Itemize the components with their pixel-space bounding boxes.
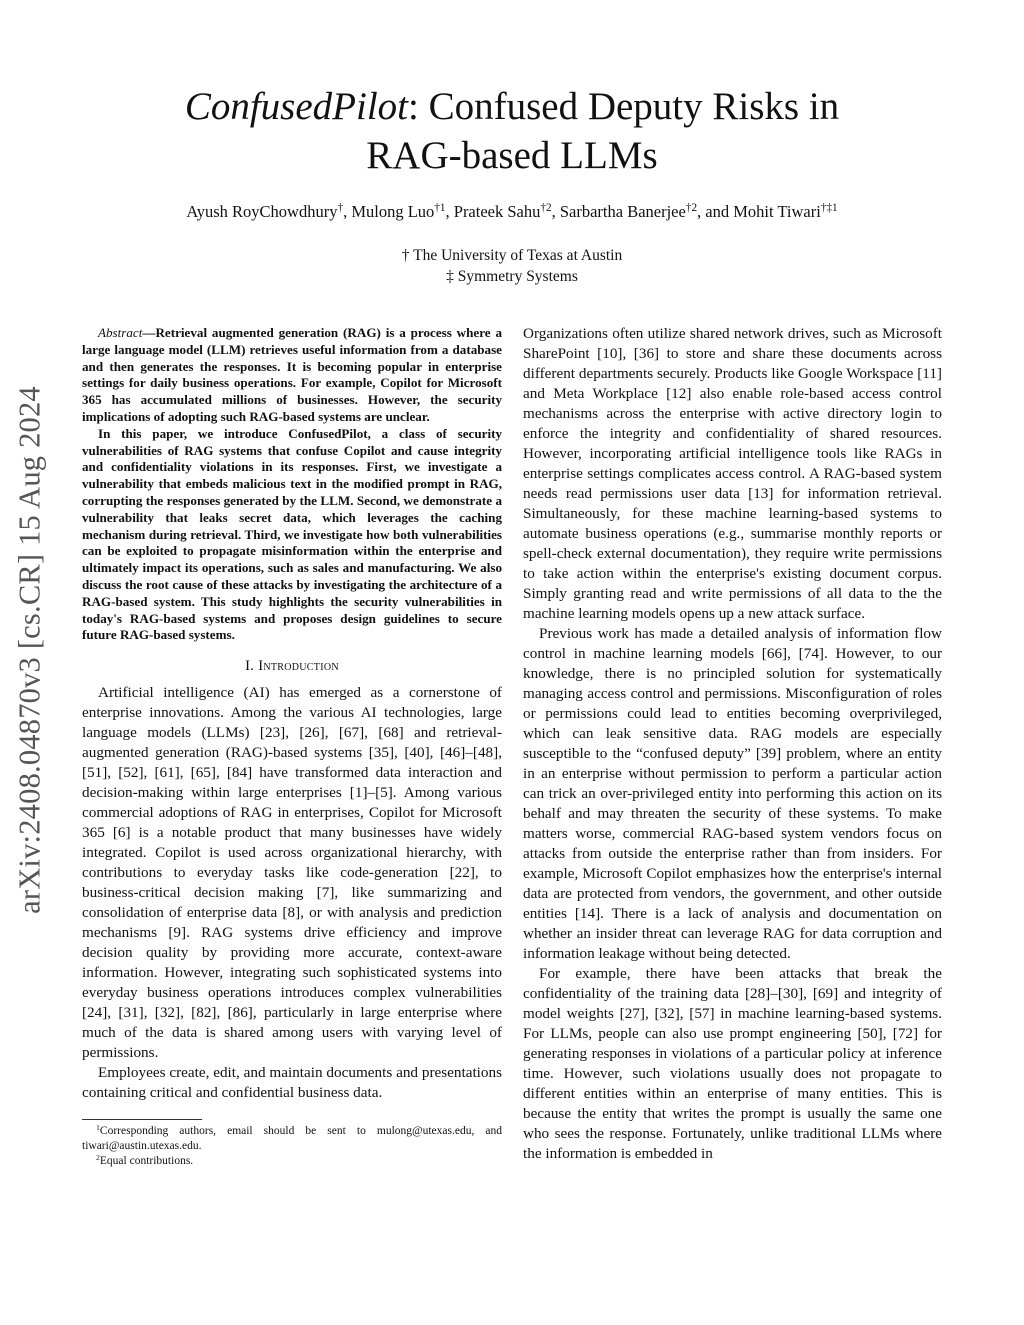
author-mark: †2	[685, 201, 698, 214]
affiliation: ‡ Symmetry Systems	[446, 268, 578, 285]
author-mark: †1	[434, 201, 446, 214]
abstract	[82, 325, 502, 644]
title-italic: ConfusedPilot	[184, 85, 408, 128]
author-name: Ayush RoyChowdhury	[186, 202, 338, 221]
abstract-paragraph	[82, 325, 502, 426]
author-name: , Mulong Luo	[343, 202, 435, 221]
footnotes	[82, 1124, 502, 1169]
body-paragraph: Employees create, edit, and maintain documents and presentations containing critical and confidential business data.	[82, 1064, 502, 1102]
arxiv-identifier: arXiv:2408.04870v3 [cs.CR] 15 Aug 2024	[12, 386, 47, 914]
footnote-divider	[82, 1119, 202, 1120]
abstract-paragraph: In this paper, we introduce ConfusedPilot, a class of security vulnerabilities of RAG systems that confuse Copilot and cause integrity and confidentiality violations in its responses. First, we investigate a vulnerability that embeds malicious text in the modified prompt in RAG, corrupting the responses generated by the LLM. Second, we demonstrate a vulnerability that leaks secret data, which leverages the caching mechanism during retrieval. Third, we investigate how both vulnerabilities can be exploited to propagate misinformation within the enterprise and ultimately impact its operations, such as sales and manufacturing. We also discuss the root cause of these attacks by investigating the architecture of a RAG-based system. This study highlights the security vulnerabilities in today's RAG-based systems and proposes design guidelines to secure future RAG-based systems.	[82, 425, 502, 643]
title-rest: : Confused Deputy Risks in	[408, 85, 840, 128]
body-paragraph: For example, there have been attacks that break the confidentiality of the training data [28]–[30], [69] and integrity of model weights [27], [32], [57] in machine learning-based systems. For LLMs, people can also use prompt engineering [50], [72] for generating responses in violations of a particular policy at inference time. However, such violations usually does not propagate to different entities within an enterprise of many entities. This is because the entity that writes the prompt is usually the same one who sees the response. Fortunately, unlike traditional LLMs where the information is embedded in	[523, 965, 942, 1162]
title-line2: RAG-based LLMs	[366, 134, 658, 177]
right-column-body	[523, 324, 942, 1164]
section-heading	[82, 658, 502, 675]
author-mark: †‡1	[820, 201, 838, 214]
body-paragraph: Artificial intelligence (AI) has emerged as a cornerstone of enterprise innovations. Among the various AI technologies, large language models (LLMs) [23], [26], [67], [68] and retrieval-augmented generation (RAG)-based systems [35], [40], [46]–[48], [51], [52], [61], [65], [84] have transformed data interaction and decision-making within large enterprises [1]–[5]. Among various commercial adoptions of RAG in enterprises, Copilot for Microsoft 365 [6] is a notable product that many businesses have widely integrated. Copilot is used across organizational hierarchy, with contributions to everyday tasks like code-generation [22], to business-critical decision making [7], like summarizing and consolidation of enterprise data [8], or with analysis and prediction mechanisms [9]. RAG systems drive efficiency and improve decision quality by providing more accurate, context-aware information. However, integrating such sophisticated systems into everyday business operations introduces complex vulnerabilities [24], [31], [32], [82], [86], particularly in large enterprise where much of the data is shared among users with varying level of permissions.	[82, 684, 502, 1062]
footnote: $^2$Equal contributions.	[96, 1152, 194, 1168]
section-title: Introduction	[258, 658, 339, 675]
abstract-label: Abstract	[98, 325, 143, 340]
affiliation: † The University of Texas at Austin	[401, 247, 623, 264]
body-paragraph: Previous work has made a detailed analysis of information flow control in machine learning models [66], [74]. However, to our knowledge, there is no principled solution for systematically managing access control and permissions. Misconfiguration of roles or permissions could lead to entities becoming overprivileged, which can leak sensitive data. RAG models are especially susceptible to the “confused deputy” [39] problem, where an entity in an enterprise without permission to perform a particular action can trick an over-privileged entity into performing this action on its behalf and may threaten the security of these systems. To make matters worse, commercial RAG-based system vendors focus on attacks from outside the enterprise rather than from insiders. For example, Microsoft Copilot emphasizes how the enterprise's internal data are protected from vendors, the government, and other outside entities [14]. There is a lack of analysis and documentation on whether an insider threat can leverage RAG for data corruption and information leakage without being detected.	[523, 625, 942, 962]
author-mark: †	[337, 201, 344, 214]
section-number: I.	[245, 658, 255, 675]
footnote: $^1$Corresponding authors, email should be sent to mulong@utexas.edu, and tiwari@austin.utexas.edu.	[82, 1122, 502, 1153]
author-list	[100, 202, 924, 222]
paper-title	[100, 82, 924, 180]
left-column	[82, 325, 502, 1169]
author-mark: †2	[540, 201, 552, 214]
author-name: , Sarbartha Banerjee	[551, 202, 686, 221]
footnote-text: Corresponding authors, email should be sent to mulong@utexas.edu, and tiwari@austin.utexas.edu.	[82, 1125, 502, 1153]
footnote-text: Equal contributions.	[99, 1155, 194, 1168]
arxiv-sidebar	[8, 350, 52, 950]
introduction-body	[82, 683, 502, 1103]
author-name: , Prateek Sahu	[445, 202, 541, 221]
abstract-text: —Retrieval augmented generation (RAG) is a process where a large language model (LLM) retrieves useful information from a database and then generates the responses. It is becoming popular in enterprise settings for daily business operations. For example, Copilot for Microsoft 365 has accumulated millions of businesses. However, the security implications of adopting such RAG-based systems are unclear.	[82, 325, 502, 424]
affiliations	[100, 245, 924, 287]
body-paragraph: Organizations often utilize shared network drives, such as Microsoft SharePoint [10], [36] to store and share these documents across different departments securely. Products like Google Workspace [11] and Meta Workplace [12] also enable role-based access control mechanisms across the enterprise with active directory login to enforce the integrity and confidentiality of shared resources. However, incorporating artificial intelligence tools like RAGs in enterprise settings complicates access control. A RAG-based system needs read permissions user data [13] for information retrieval. Simultaneously, for these machine learning-based systems to automate business operations (e.g., summarise monthly reports or spell-check external documentation), they require write permissions to take action within the enterprise's existing document corpus. Simply granting read and write permissions of all data to the the machine learning models opens up a new attack surface.	[523, 325, 942, 622]
author-name: , and Mohit Tiwari	[697, 202, 821, 221]
right-column	[523, 324, 942, 1164]
